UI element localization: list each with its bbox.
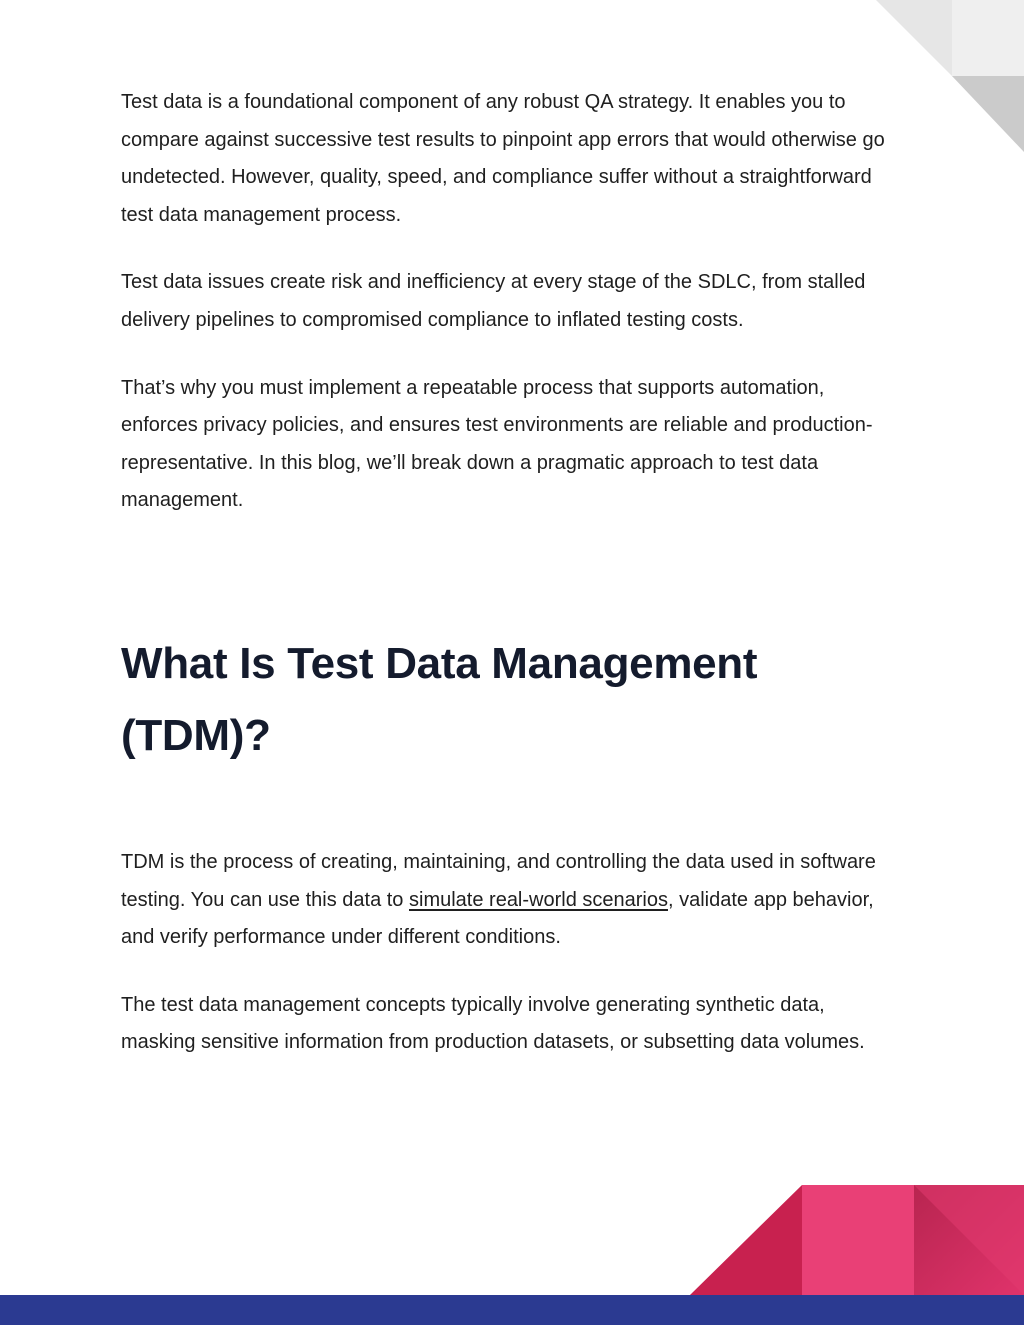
intro-paragraph-3: That’s why you must implement a repeatable process that supports automation, enforces privacy policies, and ensures test environments are reliable and production-representative. In this blog, we’ll break down a pragmatic approach to test data management. bbox=[121, 376, 873, 512]
intro-paragraph-2: Test data issues create risk and inefficiency at every stage of the SDLC, from stalled delivery pipelines to compromised compliance to inflated testing costs. bbox=[121, 271, 866, 331]
section-heading: What Is Test Data Management (TDM)? bbox=[121, 638, 758, 760]
tdm-text-after-link: , validate app behavior, and verify performance under different conditions. bbox=[121, 888, 874, 949]
article-body bbox=[121, 84, 896, 1092]
simulate-real-world-scenarios-link[interactable]: simulate real-world scenarios bbox=[409, 888, 668, 911]
footer-bar bbox=[0, 1295, 1024, 1325]
tdm-concepts-paragraph: The test data management concepts typically involve generating synthetic data, masking sensitive information from production datasets, or subsetting data volumes. bbox=[121, 993, 865, 1054]
tdm-definition-paragraph bbox=[121, 844, 896, 957]
tdm-text-before-link: TDM is the process of creating, maintaining, and controlling the data used in software testing. You can use this data to bbox=[121, 850, 876, 911]
intro-paragraph-1: Test data is a foundational component of any robust QA strategy. It enables you to compare against successive test results to pinpoint app errors that would otherwise go undetected. However, quality, speed, and compliance suffer without a straightforward test data management process. bbox=[121, 91, 885, 226]
bottom-right-corner-decoration bbox=[690, 1185, 1024, 1295]
